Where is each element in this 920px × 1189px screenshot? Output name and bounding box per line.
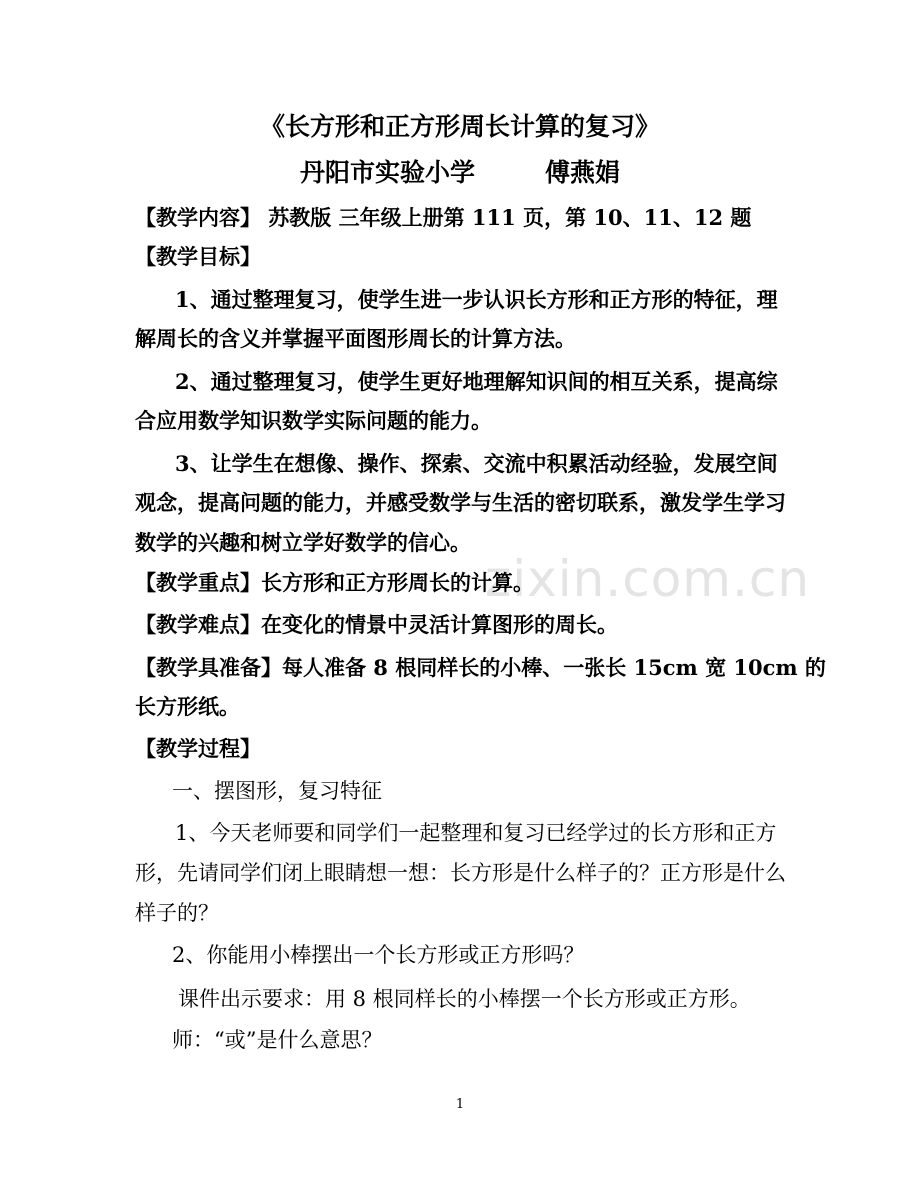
author-name: 傅燕娟	[545, 158, 621, 187]
materials-line-1: 【教学具准备】每人准备 8 根同样长的小棒、一张长 15cm 宽 10cm 的	[135, 655, 826, 680]
section-heading-goals: 【教学目标】	[135, 244, 261, 269]
courseware-requirement: 课件出示要求：用 8 根同样长的小棒摆一个长方形或正方形。	[178, 987, 751, 1011]
watermark: zixin.com.cn	[485, 550, 811, 608]
goal-3-line-3: 数学的兴趣和树立学好数学的信心。	[135, 530, 471, 555]
goal-2-line-2: 合应用数学知识数学实际问题的能力。	[135, 408, 492, 433]
step-2-question: 2、你能用小棒摆出一个长方形或正方形吗？	[172, 943, 585, 967]
school-name: 丹阳市实验小学	[299, 158, 475, 187]
page-number: 1	[455, 1097, 465, 1112]
step-1-para-line-1: 1、今天老师要和同学们一起整理和复习已经学过的长方形和正方	[175, 821, 777, 845]
teacher-question: 师：“或”是什么意思？	[172, 1028, 383, 1052]
goal-2-line-1: 2、通过整理复习，使学生更好地理解知识间的相互关系，提高综	[175, 369, 778, 394]
step-1-heading: 一、摆图形，复习特征	[172, 779, 382, 803]
teaching-content: 【教学内容】 苏教版 三年级上册第 111 页，第 10、11、12 题	[135, 205, 752, 230]
step-1-para-line-2: 形，先请同学们闭上眼睛想一想：长方形是什么样子的？正方形是什么	[135, 861, 786, 885]
section-heading-process: 【教学过程】	[135, 736, 261, 761]
document-title: 《长方形和正方形周长计算的复习》	[259, 112, 660, 141]
goal-3-line-2: 观念，提高问题的能力，并感受数学与生活的密切联系，激发学生学习	[135, 490, 786, 515]
step-1-para-line-3: 样子的？	[135, 901, 219, 925]
goal-1-line-1: 1、通过整理复习，使学生进一步认识长方形和正方形的特征，理	[175, 287, 778, 312]
author-line	[0, 156, 920, 190]
goal-1-line-2: 解周长的含义并掌握平面图形周长的计算方法。	[135, 326, 576, 351]
materials-line-2: 长方形纸。	[135, 694, 240, 719]
goal-3-line-1: 3、让学生在想像、操作、探索、交流中积累活动经验，发展空间	[175, 451, 778, 476]
difficult-point: 【教学难点】在变化的情景中灵活计算图形的周长。	[135, 612, 618, 637]
key-point: 【教学重点】长方形和正方形周长的计算。	[135, 570, 534, 595]
